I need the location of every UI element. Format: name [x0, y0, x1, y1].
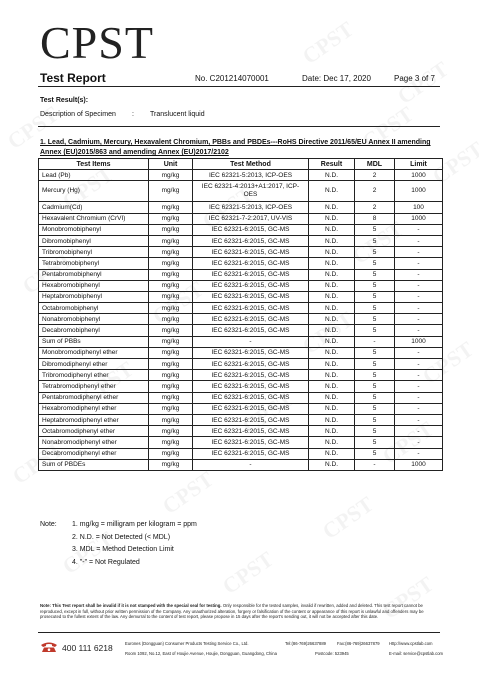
result-cell: N.D.	[309, 235, 355, 246]
test-item-cell: Sum of PBDEs	[39, 459, 149, 470]
test-item-cell: Monobromodiphenyl ether	[39, 347, 149, 358]
test-item-cell: Mercury (Hg)	[39, 181, 149, 202]
limit-cell: -	[395, 370, 443, 381]
mdl-cell: 5	[355, 392, 395, 403]
unit-cell: mg/kg	[149, 258, 193, 269]
table-row	[39, 392, 443, 403]
table-row	[39, 280, 443, 291]
unit-cell: mg/kg	[149, 437, 193, 448]
test-item-cell: Heptabromobiphenyl	[39, 291, 149, 302]
table-row	[39, 213, 443, 224]
mdl-cell: 5	[355, 303, 395, 314]
test-item-cell: Nonabromobiphenyl	[39, 314, 149, 325]
watermark	[298, 16, 359, 70]
test-item-cell: Lead (Pb)	[39, 170, 149, 181]
unit-cell: mg/kg	[149, 269, 193, 280]
footer-tel: Tel:(86-769)26637889	[285, 641, 326, 646]
limit-cell: 1000	[395, 170, 443, 181]
mdl-cell: 5	[355, 381, 395, 392]
test-method-cell: IEC 62321-6:2015, GC-MS	[193, 414, 309, 425]
mdl-cell: 5	[355, 224, 395, 235]
limit-cell: 1000	[395, 213, 443, 224]
limit-cell: -	[395, 325, 443, 336]
report-date: Date: Dec 17, 2020	[302, 74, 371, 83]
table-row	[39, 269, 443, 280]
test-item-cell: Hexabromodiphenyl ether	[39, 403, 149, 414]
test-item-cell: Tetrabromodiphenyl ether	[39, 381, 149, 392]
test-method-cell: IEC 62321-6:2015, GC-MS	[193, 381, 309, 392]
section-title: 1. Lead, Cadmium, Mercury, Hexavalent Chromium, PBBs and PBDEs---RoHS Directive 2011/65/EU Annex II amending Annex (EU)2015/863 and amending Annex (EU)2017/2102	[40, 139, 431, 156]
test-item-cell: Sum of PBBs	[39, 336, 149, 347]
unit-cell: mg/kg	[149, 181, 193, 202]
limit-cell: 1000	[395, 181, 443, 202]
column-header: Limit	[395, 159, 443, 170]
unit-cell: mg/kg	[149, 291, 193, 302]
specimen-label: Description of Specimen	[40, 111, 116, 118]
mdl-cell: 5	[355, 426, 395, 437]
result-cell: N.D.	[309, 347, 355, 358]
note-item: 3. MDL = Method Detection Limit	[72, 546, 174, 553]
result-cell: N.D.	[309, 370, 355, 381]
limit-cell: -	[395, 280, 443, 291]
footer-website: Http://www.cpstlab.com	[389, 641, 433, 646]
limit-cell: 1000	[395, 459, 443, 470]
result-cell: N.D.	[309, 181, 355, 202]
note-item: 1. mg/kg = milligram per kilogram = ppm	[72, 521, 197, 528]
test-item-cell: Hexavalent Chromium (CrVI)	[39, 213, 149, 224]
unit-cell: mg/kg	[149, 392, 193, 403]
column-header: Result	[309, 159, 355, 170]
test-method-cell: IEC 62321-6:2015, GC-MS	[193, 325, 309, 336]
test-method-cell: IEC 62321-6:2015, GC-MS	[193, 426, 309, 437]
watermark	[218, 546, 279, 600]
result-heading: Test Result(s):	[40, 97, 89, 104]
mdl-cell: 2	[355, 202, 395, 213]
result-cell: N.D.	[309, 325, 355, 336]
report-title: Test Report	[40, 71, 106, 85]
company-logo: CPST	[40, 17, 154, 68]
result-cell: N.D.	[309, 403, 355, 414]
limit-cell: -	[395, 247, 443, 258]
unit-cell: mg/kg	[149, 459, 193, 470]
result-cell: N.D.	[309, 448, 355, 459]
test-method-cell: IEC 62321-6:2015, GC-MS	[193, 235, 309, 246]
result-cell: N.D.	[309, 392, 355, 403]
result-cell: N.D.	[309, 202, 355, 213]
unit-cell: mg/kg	[149, 336, 193, 347]
table-row	[39, 181, 443, 202]
test-item-cell: Pentabromobiphenyl	[39, 269, 149, 280]
table-row	[39, 370, 443, 381]
unit-cell: mg/kg	[149, 303, 193, 314]
test-method-cell: IEC 62321-6:2015, GC-MS	[193, 437, 309, 448]
result-cell: N.D.	[309, 280, 355, 291]
header-rule	[38, 86, 440, 87]
column-header: MDL	[355, 159, 395, 170]
mdl-cell: 5	[355, 280, 395, 291]
table-row	[39, 258, 443, 269]
limit-cell: -	[395, 359, 443, 370]
column-header: Test Items	[39, 159, 149, 170]
table-row	[39, 426, 443, 437]
test-method-cell: IEC 62321-6:2015, GC-MS	[193, 224, 309, 235]
telephone-icon	[40, 641, 58, 653]
limit-cell: -	[395, 426, 443, 437]
table-row	[39, 303, 443, 314]
test-method-cell: -	[193, 336, 309, 347]
result-cell: N.D.	[309, 213, 355, 224]
result-cell: N.D.	[309, 381, 355, 392]
mdl-cell: 5	[355, 448, 395, 459]
test-method-cell: IEC 62321-6:2015, GC-MS	[193, 448, 309, 459]
unit-cell: mg/kg	[149, 403, 193, 414]
table-row	[39, 325, 443, 336]
unit-cell: mg/kg	[149, 202, 193, 213]
test-method-cell: IEC 62321-6:2015, GC-MS	[193, 314, 309, 325]
unit-cell: mg/kg	[149, 325, 193, 336]
limit-cell: 100	[395, 202, 443, 213]
table-row	[39, 314, 443, 325]
limit-cell: -	[395, 403, 443, 414]
limit-cell: -	[395, 258, 443, 269]
limit-cell: -	[395, 437, 443, 448]
specimen-value: Translucent liquid	[150, 111, 205, 118]
limit-cell: -	[395, 224, 443, 235]
footer-address: Room 1092, No.12, East of Houjie Avenue, Houjie, Dongguan, Guangdong, China	[125, 651, 277, 656]
mdl-cell: 5	[355, 247, 395, 258]
limit-cell: -	[395, 291, 443, 302]
table-row	[39, 437, 443, 448]
mdl-cell: 5	[355, 347, 395, 358]
table-row	[39, 403, 443, 414]
mdl-cell: -	[355, 459, 395, 470]
footer-rule	[38, 632, 440, 633]
table-row	[39, 224, 443, 235]
section-rule	[38, 126, 440, 127]
unit-cell: mg/kg	[149, 426, 193, 437]
table-row	[39, 359, 443, 370]
watermark	[393, 56, 454, 110]
test-method-cell: IEC 62321-6:2015, GC-MS	[193, 291, 309, 302]
unit-cell: mg/kg	[149, 414, 193, 425]
limit-cell: -	[395, 414, 443, 425]
result-cell: N.D.	[309, 359, 355, 370]
disclaimer-body: Only responsible for the tested samples, invalid if rewritten, added and deleted. This test report cannot be reproduced, except in full, without prior written permission of the Company. Any unauthorized alteration, forgery or falsification of the content or appearance of this report is unlawful and offenders may be prosecuted to the fullest extent of the law. Any demurral to the content of test report, please propose in 15 days after the report's sending out, it will not be accepted after this date.	[40, 603, 424, 620]
footer-email: E-mail: service@cpstlab.com	[389, 651, 444, 656]
result-cell: N.D.	[309, 303, 355, 314]
table-row	[39, 336, 443, 347]
limit-cell: -	[395, 381, 443, 392]
test-item-cell: Monobromobiphenyl	[39, 224, 149, 235]
mdl-cell: 5	[355, 437, 395, 448]
watermark	[158, 466, 219, 520]
limit-cell: -	[395, 269, 443, 280]
column-header: Test Method	[193, 159, 309, 170]
test-item-cell: Decabromodiphenyl ether	[39, 448, 149, 459]
mdl-cell: 5	[355, 414, 395, 425]
test-method-cell: IEC 62321-6:2015, GC-MS	[193, 303, 309, 314]
result-cell: N.D.	[309, 291, 355, 302]
test-method-cell: IEC 62321-5:2013, ICP-OES	[193, 202, 309, 213]
unit-cell: mg/kg	[149, 280, 193, 291]
test-item-cell: Pentabromodiphenyl ether	[39, 392, 149, 403]
mdl-cell: 2	[355, 170, 395, 181]
result-cell: N.D.	[309, 437, 355, 448]
unit-cell: mg/kg	[149, 448, 193, 459]
test-method-cell: IEC 62321-6:2015, GC-MS	[193, 392, 309, 403]
page-number: Page 3 of 7	[394, 74, 435, 83]
test-item-cell: Octabromodiphenyl ether	[39, 426, 149, 437]
unit-cell: mg/kg	[149, 213, 193, 224]
test-method-cell: IEC 62321-7-2:2017, UV-VIS	[193, 213, 309, 224]
footer-fax: Fax:(86-769)26637879	[337, 641, 380, 646]
result-cell: N.D.	[309, 414, 355, 425]
result-cell: N.D.	[309, 170, 355, 181]
table-row	[39, 381, 443, 392]
test-method-cell: IEC 62321-6:2015, GC-MS	[193, 370, 309, 381]
mdl-cell: 5	[355, 359, 395, 370]
unit-cell: mg/kg	[149, 359, 193, 370]
table-row	[39, 235, 443, 246]
table-row	[39, 291, 443, 302]
table-row	[39, 448, 443, 459]
result-cell: N.D.	[309, 269, 355, 280]
note-item: 2. N.D. = Not Detected (< MDL)	[72, 533, 171, 541]
limit-cell: -	[395, 303, 443, 314]
test-method-cell: IEC 62321-6:2015, GC-MS	[193, 403, 309, 414]
unit-cell: mg/kg	[149, 170, 193, 181]
mdl-cell: 5	[355, 370, 395, 381]
test-method-cell: IEC 62321-6:2015, GC-MS	[193, 258, 309, 269]
table-row	[39, 170, 443, 181]
limit-cell: 1000	[395, 336, 443, 347]
test-method-cell: IEC 62321-5:2013, ICP-OES	[193, 170, 309, 181]
mdl-cell: 8	[355, 213, 395, 224]
table-row	[39, 202, 443, 213]
result-cell: N.D.	[309, 336, 355, 347]
column-header: Unit	[149, 159, 193, 170]
result-cell: N.D.	[309, 258, 355, 269]
mdl-cell: 5	[355, 269, 395, 280]
hotline-number: 400 111 6218	[62, 643, 113, 653]
limit-cell: -	[395, 235, 443, 246]
test-method-cell: IEC 62321-6:2015, GC-MS	[193, 359, 309, 370]
limit-cell: -	[395, 347, 443, 358]
test-item-cell: Dibromobiphenyl	[39, 235, 149, 246]
mdl-cell: 5	[355, 258, 395, 269]
unit-cell: mg/kg	[149, 347, 193, 358]
unit-cell: mg/kg	[149, 235, 193, 246]
test-item-cell: Tribromobiphenyl	[39, 247, 149, 258]
mdl-cell: 5	[355, 291, 395, 302]
results-table	[38, 158, 443, 471]
test-method-cell: IEC 62321-6:2015, GC-MS	[193, 347, 309, 358]
result-cell: N.D.	[309, 247, 355, 258]
unit-cell: mg/kg	[149, 224, 193, 235]
test-method-cell: IEC 62321-6:2015, GC-MS	[193, 280, 309, 291]
test-method-cell: IEC 62321-4:2013+A1:2017, ICP-OES	[193, 181, 309, 202]
unit-cell: mg/kg	[149, 247, 193, 258]
report-number: No. C201214070001	[195, 74, 269, 83]
mdl-cell: 5	[355, 403, 395, 414]
test-item-cell: Nonabromodiphenyl ether	[39, 437, 149, 448]
unit-cell: mg/kg	[149, 370, 193, 381]
disclaimer-lead: Note: This Test report shall be invalid if it is not stamped with the special seal for testing.	[40, 603, 222, 608]
unit-cell: mg/kg	[149, 381, 193, 392]
test-item-cell: Decabromobiphenyl	[39, 325, 149, 336]
limit-cell: -	[395, 314, 443, 325]
test-method-cell: IEC 62321-6:2015, GC-MS	[193, 269, 309, 280]
test-item-cell: Octabromobiphenyl	[39, 303, 149, 314]
footer-company: Eurones (Dongguan) Consumer Products Testing Service Co., Ltd.	[125, 641, 249, 646]
limit-cell: -	[395, 448, 443, 459]
table-row	[39, 347, 443, 358]
test-item-cell: Dibromodiphenyl ether	[39, 359, 149, 370]
test-item-cell: Heptabromodiphenyl ether	[39, 414, 149, 425]
table-row	[39, 414, 443, 425]
test-item-cell: Tetrabromobiphenyl	[39, 258, 149, 269]
test-item-cell: Cadmium(Cd)	[39, 202, 149, 213]
test-item-cell: Tribromodiphenyl ether	[39, 370, 149, 381]
mdl-cell: 5	[355, 314, 395, 325]
table-row	[39, 459, 443, 470]
result-cell: N.D.	[309, 426, 355, 437]
result-cell: N.D.	[309, 314, 355, 325]
notes-label: Note:	[40, 521, 57, 528]
specimen-separator: :	[132, 111, 134, 118]
table-row	[39, 247, 443, 258]
result-cell: N.D.	[309, 224, 355, 235]
note-item: 4. "-" = Not Regulated	[72, 558, 140, 566]
footer-postcode: Postcode: 523945	[315, 651, 349, 656]
unit-cell: mg/kg	[149, 314, 193, 325]
mdl-cell: 2	[355, 181, 395, 202]
disclaimer	[40, 603, 442, 620]
watermark	[318, 491, 379, 545]
notes-block	[40, 519, 197, 569]
mdl-cell: -	[355, 336, 395, 347]
test-method-cell: IEC 62321-6:2015, GC-MS	[193, 247, 309, 258]
mdl-cell: 5	[355, 325, 395, 336]
mdl-cell: 5	[355, 235, 395, 246]
table-header-row	[39, 159, 443, 170]
test-method-cell: -	[193, 459, 309, 470]
test-item-cell: Hexabromobiphenyl	[39, 280, 149, 291]
limit-cell: -	[395, 392, 443, 403]
result-cell: N.D.	[309, 459, 355, 470]
